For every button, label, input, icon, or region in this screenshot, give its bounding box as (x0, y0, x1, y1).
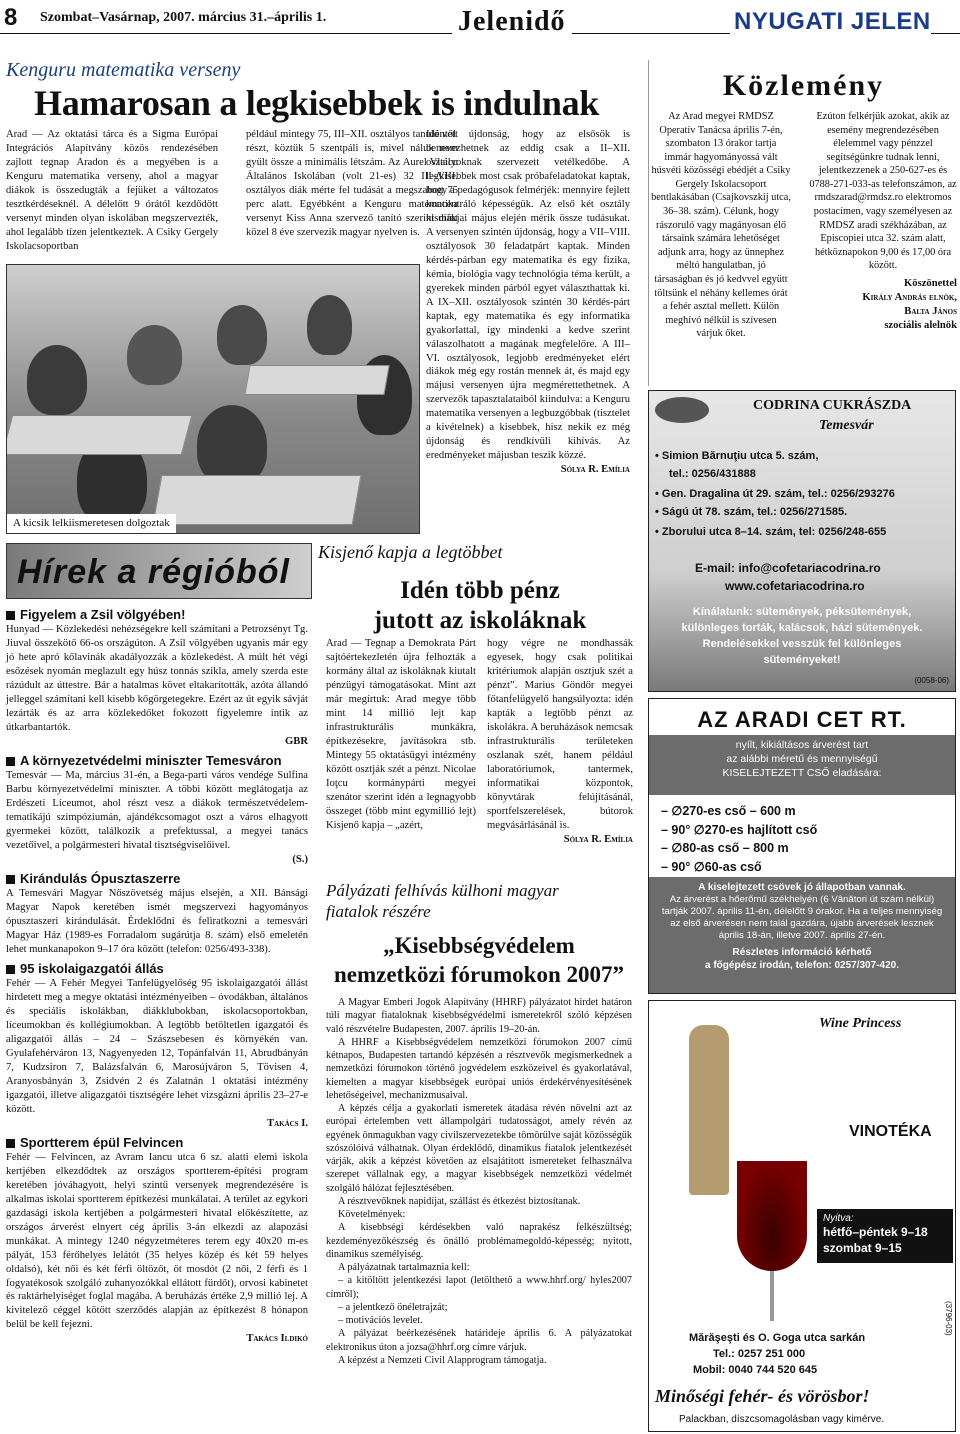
palyazat-kicker-2: fiatalok részére (326, 902, 431, 921)
article-col3-wrap (426, 128, 630, 477)
regio-item-title: 95 iskolaigazgatói állás (20, 960, 164, 976)
wine-name: VINOTÉKA (849, 1123, 932, 1140)
article-signature: Sólya R. Emília (560, 464, 630, 476)
palyazat-p6: A kisebbségi kérdésekben való naprakész felkészültség; kezdeményezőkészség és önálló problémamegoldó-képesség; nyitott, dinamikus személyiség. (326, 1222, 632, 1260)
cet-text-2: Az árverést a hőerőmű székhelyén (6 Vânători út szám nélkül) tartják 2007. április 11-én, délelőtt 9 órakor. Ha a teljes mennyiség az első árverésen nem talál gazdára, újabb árverések lesznek április 18-án, illetve 2007. április 27-én. (661, 894, 943, 942)
palyazat-p7: A pályázatnak tartalmaznia kell: (338, 1262, 470, 1273)
ad-codrina (648, 390, 956, 692)
codrina-offer-2: különleges torták, kalácsok, házi sütemények. (681, 622, 923, 634)
wine-hours-box (817, 1209, 953, 1263)
cet-body (649, 877, 955, 993)
regio-item-text: Fehér — A Fehér Megyei Tanfelügyelőség 95 iskolaigazgatói állást hirdetett meg a megye oktatási intézményeiben – óvodákban, általános és speciális iskolákban, diákklubokban, iskolacsoportokban, líceumokban és kollégiumokban. A legtöbb betöltetlen igazgatói és aligazgatói állás – 24 – Szászsebesen és környékén van. Gyulafehérváron 13, Nagyenyeden 12, Topánfalván 11, Abrudbányán 7, Kudzsiron 7, Balázsfalván 6, Marosújváron 5, Tövisen 4, Aranyosbányán 3, Zsidvén 2 és Zalatnán 1 oktatási intézmény igazgatói, illetve aligazgatói tisztségére lehet vizsgázni április 23–27-e között. (6, 977, 308, 1115)
cet-title: AZ ARADI CET RT. (697, 707, 907, 732)
wine-glass-stem (770, 1271, 774, 1321)
regio-item-signature: Takács I. (267, 1117, 308, 1129)
regio-item-text: A Temesvári Magyar Nőszövetség május elsején, a XII. Bánsági Magyar Napok keretében ismét megszervezi hagyományos ópusztaszeri kirándulását. Érdeklődni és feliratkozni a temesvári Magyar Ház (1989-es Forradalom sugárútja 8. szám) első emeletén lehet munkanapokon 9–17 óra között (telefon: 0256/493-338). (6, 887, 308, 955)
notice-box (648, 60, 958, 386)
regio-item-signature: (S.) (292, 853, 308, 865)
article-title: Hamarosan a legkisebbek is indulnak (34, 83, 600, 123)
section-title: Jelenidő (452, 4, 572, 41)
notice-col2: Ezúton felkérjük azokat, akik az esemény megrendezésében élelemmel vagy pénzzel segítségünkre tudnak lenni, jelentkezzenek a 250-627-es és 0788-271-033-as telefonszámon, az rmdszarad@rmdsz.ro elektromos postacímen, vagy személyesen az RMDSZ aradi székházában, az Episcopiei utca 32. szám alatt, hétköznapokon 9,00 és 17,00 óra között. (809, 111, 957, 272)
article-kicker: Kenguru matematika verseny (6, 59, 241, 81)
palyazat-title-1: „Kisebbségvédelem (383, 933, 575, 958)
regio-item-text: Fehér — Felvincen, az Avram Iancu utca 6 sz. alatti elemi iskola kertjében elkezdődtek az országos sportterem-építési program keretében jóváhagyott, helyi szintű versenyek megrendezésére is alkalmas iskolai sportterem építkezési munkálatai. A terület az egykori gazdasági iskola kertjében a polgármesteri hivatal előkészítette, az országos árverést elnyert cég április 3-án elkezdi az alapozási munkákat. A mintegy 1240 négyzetméteres terem egy 40x20 m-es pályát, 153 férőhelyes lelátót (35 helyes közép és két 59 helyes oldalsó), két női és két férfi öltözőt, öt mosdót (2 női, 2 férfi és 1 fogyatékosok szolgáló zuhanyozókkal ellátott fürdőt), orvosi kabinetet és raktárhelyiséget foglal magába. A beruházás értéke 2,9 millió lej. A kivitelező céggel kötött szerződés alapján az építkezést 8 hónapon belül be kell fejezni. (6, 1151, 308, 1331)
wine-addr: Mărăşeşti és O. Goga utca sarkán (689, 1332, 866, 1344)
article-col3: Idéntől újdonság, hogy az elsősök is benevezhetnek az eddig csak a II–XII. osztályoknak szervezett vetélkedőbe. A legkisebbek most csak próbafeladatokat kaptak, hogy a pedagógusok felmérjék: mennyire fejlett koncentráló képességük. Az első két osztály kisdiákjai május elején mérik össze tudásukat. A versenyen szintén újdonság, hogy a VII–VIII. osztályosok 30 feladatpárt kaptak. Minden kérdés-párban egy matematika és egy fizika, kémia, biológia vagy technológia téma került, a gyerekek minden párból egyet választhattak ki. A IX–XII. osztályosok szintén 30 kérdés-párt kaptak, egy matematika és egy informatika gyakorlattal, így mindenki a kedve szerint válaszolhatott a magának megfelelőre. A III–VI. osztályosok, legjobb eredményeket elért diákok még egy rostán mennek át, és majd egy májusi versenyen újra megmérettethetnek. A szervezők tapasztalataiból kiindulva: a Kenguru matematika versenyen a legbuzgóbbak (tisztelet a kivételnek) a kisebbek, hisz nekik ez még újdonság és rendkívüli kihívás. Az eredményeket májusban teszik közzé. (426, 129, 630, 462)
cet-item: – 90° ∅270-es hajlított cső (661, 822, 818, 837)
codrina-offer-1: Kínálatunk: sütemények, péksütemények, (692, 606, 912, 618)
notice-sign3: szociális alelnök (884, 319, 957, 331)
codrina-addr2: • Gen. Dragalina út 29. szám, tel.: 0256/293276 (655, 488, 895, 500)
notice-col2-wrap (809, 110, 957, 333)
kisjeno-col2-wrap (487, 637, 633, 847)
palyazat-p8: – a kitöltött jelentkezési lapot (letölthető a www.hhrf.org/ hyles2007 címről); (326, 1275, 632, 1300)
cet-intro-3: KISELEJTEZETT CSŐ eladására: (722, 766, 882, 779)
cet-item: – ∅80-as cső – 800 m (661, 841, 789, 855)
codrina-web: www.cofetariacodrina.ro (725, 579, 865, 593)
regio-item-title: A környezetvédelmi miniszter Temesváron (20, 752, 282, 768)
wine-glass-icon (737, 1161, 807, 1271)
codrina-offer-4: süteményeket! (763, 654, 841, 666)
wine-hours-1: hétfő–péntek 9–18 (823, 1225, 928, 1240)
codrina-tel1: tel.: 0256/431888 (669, 468, 756, 480)
codrina-logo (655, 397, 709, 423)
regio-item-4 (6, 960, 308, 1131)
regio-item-title: Sportterem épül Felvincen (20, 1134, 184, 1150)
palyazat-p1: A Magyar Emberi Jogok Alapítvány (HHRF) pályázatot hirdet határon túli magyar fiataloknak kisebbségvédelmi ismeretekről szóló képzésen való részvételre Budapesten, 2007. április 19–20-án. (326, 997, 632, 1035)
codrina-name: CODRINA CUKRÁSZDA (753, 398, 912, 413)
palyazat-p5: Követelmények: (338, 1209, 406, 1220)
regio-item-2 (6, 752, 308, 867)
codrina-addr3: • Ságú út 78. szám, tel.: 0256/271585. (655, 506, 848, 518)
wine-footer: Palackban, díszcsomagolásban vagy kimérve. (679, 1414, 885, 1425)
palyazat-p10: – motivációs levelet. (338, 1315, 423, 1326)
cet-intro-wrap (649, 735, 955, 795)
wine-mobile: Mobil: 0040 744 520 645 (693, 1364, 818, 1376)
photo-caption: A kicsik lelkiismeretesen dolgoztak (7, 514, 176, 533)
notice-col1: Az Arad megyei RMDSZ Operatív Tanácsa április 7-én, szombaton 13 órakor tartja immár hagyományossá vált húsvéti közösségi ebédjét a Csiky Gergely Iskolacsoport bentlakásában (Csajkovszkij utca, 36–38. szám). Célunk, hogy rászoruló vagy magányosan élő társaink számára lehetőséget adjunk arra, hogy az ünnephez méltó hangulatban, jó társaságban és jó kedvvel együtt töltsünk el néhány kellemes órát a fehér asztal mellett. Külön meghívó nélkül is szívesen várjuk őket. (651, 111, 791, 340)
palyazat-p11: A pályázat beérkezésének határideje április 6. A pályázatokat elektronikus úton a jozsa@hhrf.org címre várjuk. (326, 1328, 632, 1353)
palyazat-p4: A résztvevőknek napidíjat, szállást és étkezést biztosítanak. (338, 1195, 581, 1207)
cet-items (661, 803, 881, 875)
regio-column (6, 603, 308, 1346)
cet-intro-1: nyílt, kikiáltásos árverést tart (735, 739, 869, 751)
article-col1: Arad — Az oktatási tárca és a Sigma Európai Integrációs Alapítvány közös rendezésében zajlott tegnap Aradon és a megyében is a Kenguru matematika verseny, ahol a magyar diákok is összedugták a fejüket a változatos tesztkérdéseknél. A délelőtt 9 órától kezdődött versenyt minden olyan iskolában megszervezték, ahol legalább tízen jelentkeztek. A Csiky Gergely Iskolacsoportban (6, 129, 218, 252)
issue-date: Szombat–Vasárnap, 2007. március 31.–április 1. (40, 10, 327, 25)
wine-hours-2: szombat 9–15 (823, 1241, 902, 1256)
bullet-icon (6, 611, 15, 620)
kisjeno-signature: Sólya R. Emília (563, 833, 633, 845)
palyazat-body (326, 996, 632, 1367)
regio-item-5 (6, 1134, 308, 1347)
classroom-photo (6, 264, 420, 534)
codrina-offer-3: Rendelésekkel vesszük fel különleges (702, 638, 902, 650)
regio-item-title: Figyelem a Zsil völgyében! (20, 607, 186, 622)
notice-title: Közlemény (722, 69, 885, 102)
notice-sign1: Király András elnök, (862, 291, 957, 303)
page-number: 8 (4, 4, 18, 31)
regio-item-signature: GBR (285, 735, 308, 747)
notice-sign2: Balta János (904, 305, 957, 317)
regio-item-text: Hunyad — Közlekedési nehézségekre kell számítani a Petrozsényt Tg. Jiuval összekötő 66-os országúton. A Zsil völgyében ugyanis már egy jó hete apró kőlavinák akadályozzák a közlekedést. A múlt hét végi esőzések nyomán meglazult egy húsz tonnás szikla, amely szerda este rázúdult az úttestre. Bár a hatalmas követ eltakarították, azóta állandó jelleggel számítani kell kisebb kőgörgetegekre. Ezért az út egyik sávját lezárták és az arra közlekedőket fokozott figyelemre intik az útkarbantartók. (6, 624, 308, 733)
regio-banner-text: Hírek a régióból (17, 553, 290, 591)
palyazat-p3: A képzés célja a gyakorlati ismeretek átadása révén növelni azt az európai értelemben vett állampolgári tudatosságot, amely révén az egyének önmagukban vagy civilszervezetekbe tömörülve saját közösségük szószólóivá válhatnak. Olyan érdeklődő, dinamikus fiatalok jelentkezését várják, akik a képzést követően az elsajátított ismereteket felhasználva szerepet vállalnak egy, a magyar kisebbségek nemzetközi védelmét szolgáló hálózat fejlesztésében. (326, 1103, 632, 1194)
ad-cet (648, 698, 956, 994)
bullet-icon (6, 757, 15, 766)
kisjeno-title-2: jutott az iskoláknak (373, 607, 587, 634)
bullet-icon (6, 1139, 15, 1148)
regio-item-text: Temesvár — Ma, március 31-én, a Bega-parti város vendége Sulfina Barbu környezetvédelmi miniszter. A többi között meglátogatja az Erdészeti Líceumot, ahol részt vesz a diákok természetvédelem-tematikájú szimpóziumán, ajándékcsomagot oszt a város elhagyott gyermekei között, találkozik a prefektussal, a megyei tanács vezetőivel, a polgármesteri hivatal tisztségviselőivel. (6, 770, 308, 851)
wine-hours-label: Nyitva: (823, 1213, 854, 1224)
kisjeno-col2: hogy végre ne mondhassák egyesek, hogy csak politikai kritériumok alapján osztjuk szét a pénzt”. Marius Göndör megyei főtanfelügyelő hangsúlyozta: idén kapták a legtöbb pénzt az iskolákra. A beruházások nemcsak infrastrukturális területeken oszlanak szét, hanem például laboratóriumok, tantermek, informatikai központok, könyvtárak felújításánál, sportfelszerelések, bútorok megvásárlásánál is. (487, 638, 633, 831)
regio-item-1 (6, 606, 308, 749)
codrina-code: (0058-06) (914, 676, 949, 686)
wine-brand: Wine Princess (819, 1016, 902, 1031)
bullet-icon (6, 875, 15, 884)
codrina-email: E-mail: info@cofetariacodrina.ro (695, 561, 881, 575)
cet-intro-2: az alábbi méretű és mennyiségű (726, 752, 878, 765)
regio-banner (6, 543, 312, 599)
wine-bottle-icon (689, 1025, 729, 1195)
cet-text-1: A kiselejtezett csövek jó állapotban vannak. (698, 882, 906, 893)
article-col2: például mintegy 75, III–XII. osztályos tanuló vett részt, köztük 5 szentpáli is, mivel náluk nem gyűlt össze a minimális létszám. Az Aurel Vlaicu Általános Iskolában (volt 21-es) 32 III–VIII. osztályos diák mérte fel tudását a megszabott 75 perc alatt. Egyébként a Kenguru matematika versenyt Kiss Anna szervező tanító szerint mint közel 8 éve szervezik magyar nyelven is. (246, 129, 458, 238)
ad-wine (648, 1000, 956, 1432)
wine-tel: Tel.: 0257 251 000 (713, 1348, 806, 1360)
kisjeno-title-1: Idén több pénz (400, 577, 560, 604)
bullet-icon (6, 965, 15, 974)
notice-thanks: Köszönettel (904, 277, 957, 289)
cet-item: – ∅270-es cső – 600 m (661, 804, 796, 818)
wine-code: (3796-03) (944, 1301, 953, 1336)
regio-item-signature: Takács Ildikó (246, 1333, 308, 1345)
palyazat-p9: – a jelentkező önéletrajzát; (338, 1301, 448, 1313)
palyazat-kicker-1: Pályázati felhívás külhoni magyar (326, 881, 559, 900)
palyazat-title-2: nemzetközi fórumokon 2007” (333, 962, 625, 987)
regio-item-title: Kirándulás Ópusztaszerre (20, 870, 181, 886)
kisjeno-col1: Arad — Tegnap a Demokrata Párt sajtóértekezletén újra felhozták a kormány által az iskoláknak kiutalt pénzügyi támogatásokat. Mint azt már megírtuk: Arad megye több mint 14 millió lejt kap infrastrukturális munkákra, építkezésekre, javításokra stb. Mintegy 55 oktatásügyi intézmény között osztják szét a pénzt. Nicolae Ioţcu kormánypárti megyei szenátor szerint idén a legnagyobb összeget (több mint egymillió lejt) Kisjenő kapja – „azért, (326, 638, 476, 831)
regio-item-3 (6, 870, 308, 957)
codrina-addr1: • Simion Bărnuţiu utca 5. szám, (655, 450, 819, 462)
kisjeno-kicker: Kisjenő kapja a legtöbbet (318, 542, 503, 562)
palyazat-p2: A HHRF a Kisebbségvédelem nemzetközi fórumokon 2007 című kétnapos, Budapesten tartandó képzésén a résztvevők megismerkednek a nemzetközi fórumokon történő jogvédelem eszközeivel és gyakorlatával, kiemelten a magyar kisebbségek európai uniós érdekérvényesítésének lehetőségeivel, mechanizmusaival. (326, 1036, 632, 1101)
cet-text-4: a főgépész irodán, telefon: 0257/307-420. (705, 960, 899, 972)
codrina-city: Temesvár (819, 418, 874, 433)
cet-item: – 90° ∅60-as cső (661, 859, 762, 874)
palyazat-p12: A képzést a Nemzeti Civil Alapprogram támogatja. (338, 1354, 547, 1366)
cet-text-3: Részletes információ kérhető (732, 947, 872, 959)
masthead-logo: NYUGATI JELEN (730, 6, 931, 38)
codrina-addr4: • Zborului utca 8–14. szám, tel: 0256/248-655 (655, 526, 887, 538)
wine-slogan: Minőségi fehér- és vörösbor! (655, 1386, 870, 1406)
